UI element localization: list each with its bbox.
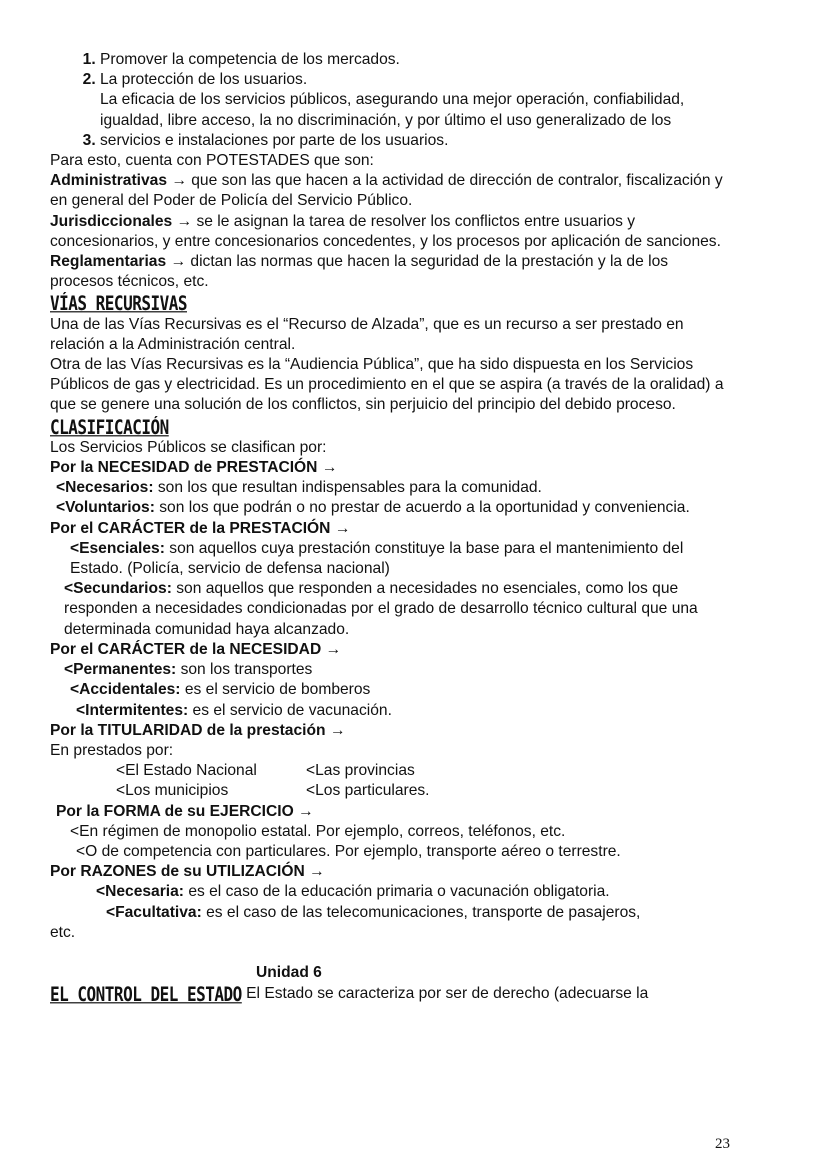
competencia-item: <O de competencia con particulares. Por ejemplo, transporte aéreo o terrestre. <box>76 842 621 860</box>
titularidad-heading: Por la TITULARIDAD de la prestación → <box>50 721 346 739</box>
necesidad-prestacion-heading: Por la NECESIDAD de PRESTACIÓN → <box>50 459 338 477</box>
secundarios-item: <Secundarios: son aquellos que responden a necesidades no esenciales, como los que responden a necesidades condicionadas por el grado de desarrollo técnico cultural que una determinada comunidad haya alcanzado. <box>64 580 698 638</box>
potestad-jurisdiccionales <box>50 212 730 252</box>
facultativa-continuation: etc. <box>50 923 76 941</box>
clasificacion-intro: Los Servicios Públicos se clasifican por: <box>50 438 327 456</box>
facultativa-item: <Facultativa: es el caso de las telecomunicaciones, transporte de pasajeros, <box>106 903 641 921</box>
potestad-reglamentarias <box>50 252 730 292</box>
list-item: 3. La eficacia de los servicios públicos, asegurando una mejor operación, confiabilidad, igualdad, libre acceso, la no discriminación, y por último el uso generalizado de los servicios e instalaciones por parte de los usuarios. <box>100 90 730 151</box>
control-estado-line <box>50 983 730 1005</box>
permanentes-item: <Permanentes: son los transportes <box>64 661 313 679</box>
titular-particulares: <Los particulares. <box>306 782 430 800</box>
unit-title: Unidad 6 <box>256 963 322 981</box>
necesaria-item: <Necesaria: es el caso de la educación primaria o vacunación obligatoria. <box>96 883 610 901</box>
objectives-list <box>50 50 730 151</box>
monopolio-item: <En régimen de monopolio estatal. Por ejemplo, correos, teléfonos, etc. <box>70 822 566 840</box>
control-estado-text: El Estado se caracteriza por ser de derecho (adecuarse la <box>241 985 649 1003</box>
vias-paragraph: Una de las Vías Recursivas es el “Recurso de Alzada”, que es un recurso a ser prestado en relación a la Administración central. <box>50 315 684 353</box>
potestades-intro: Para esto, cuenta con POTESTADES que son: <box>50 152 374 170</box>
potestad-administrativas <box>50 171 730 211</box>
page-number: 23 <box>715 1136 730 1152</box>
list-item: 2. La protección de los usuarios. <box>100 70 730 90</box>
caracter-necesidad-heading: Por el CARÁCTER de la NECESIDAD → <box>50 640 342 658</box>
razones-utilizacion-heading: Por RAZONES de su UTILIZACIÓN → <box>50 863 325 881</box>
esenciales-item: <Esenciales: son aquellos cuya prestación constituye la base para el mantenimiento del Estado. (Policía, servicio de defensa nacional) <box>70 539 684 578</box>
necesarios-item: <Necesarios: son los que resultan indispensables para la comunidad. <box>56 479 542 497</box>
potestad-term: Jurisdiccionales → <box>50 212 193 230</box>
vias-recursivas-heading: VÍAS RECURSIVAS <box>50 292 187 316</box>
vias-paragraph: Otra de las Vías Recursivas es la “Audiencia Pública”, que ha sido dispuesta en los Servicios Públicos de gas y electricidad. Es un procedimiento en el que se aspira (a través de la oralidad) a que se genere una solución de los conflictos, sin perjuicio del principio del debido proceso. <box>50 356 724 414</box>
potestad-term: Administrativas → <box>50 172 187 190</box>
accidentales-item: <Accidentales: es el servicio de bomberos <box>70 681 371 699</box>
titular-provincias: <Las provincias <box>306 762 415 780</box>
potestad-text: dictan las normas que hacen la seguridad de la prestación y la de los procesos técnicos, etc. <box>50 253 669 291</box>
caracter-prestacion-heading: Por el CARÁCTER de la PRESTACIÓN → <box>50 519 351 537</box>
titular-estado: <El Estado Nacional <box>116 762 257 780</box>
clasificacion-heading: CLASIFICACIÓN <box>50 415 169 439</box>
document-page <box>50 50 730 1005</box>
control-estado-heading: EL CONTROL DEL ESTADO <box>50 983 242 1006</box>
titularidad-grid <box>50 761 730 801</box>
potestad-text: se le asignan la tarea de resolver los conflictos entre usuarios y concesionarios, y entre concesionarios concedentes, y los procesos por aplicación de sanciones. <box>50 212 721 250</box>
intermitentes-item: <Intermitentes: es el servicio de vacunación. <box>76 701 392 719</box>
potestad-term: Reglamentarias → <box>50 253 187 271</box>
forma-ejercicio-heading: Por la FORMA de su EJERCICIO → <box>56 802 314 820</box>
titularidad-intro: En prestados por: <box>50 741 174 759</box>
voluntarios-item: <Voluntarios: son los que podrán o no prestar de acuerdo a la oportunidad y conveniencia. <box>56 499 690 517</box>
titular-municipios: <Los municipios <box>116 782 229 800</box>
list-item: 1. Promover la competencia de los mercados. <box>100 50 730 70</box>
potestad-text: que son las que hacen a la actividad de dirección de contralor, fiscalización y en general del Poder de Policía del Servicio Público. <box>50 172 723 210</box>
